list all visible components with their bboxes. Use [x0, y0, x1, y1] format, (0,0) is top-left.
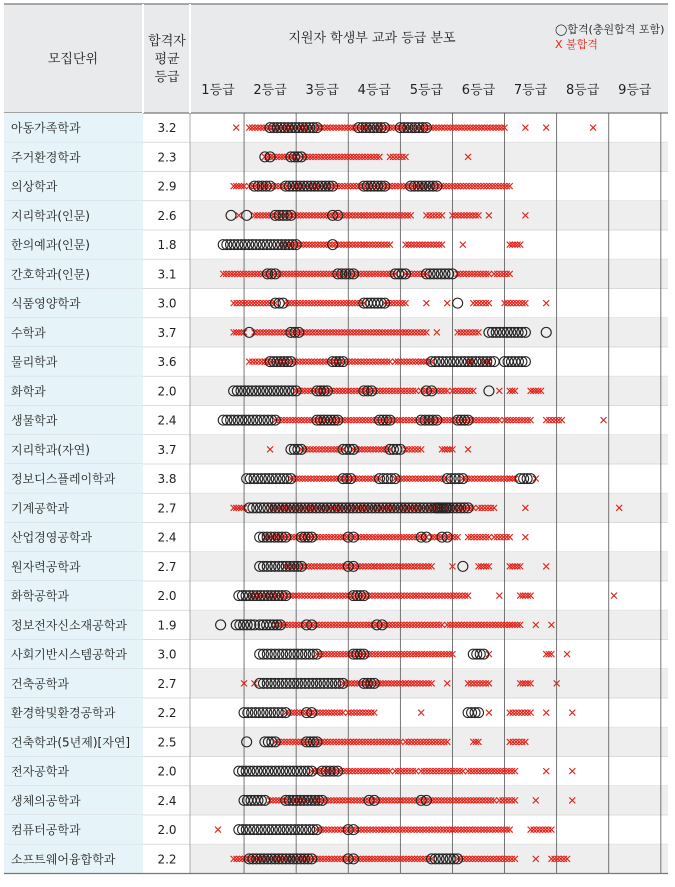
fail-marker — [407, 768, 413, 774]
fail-marker-group — [522, 534, 528, 540]
row-average-grade: 3.8 — [157, 472, 177, 487]
fail-marker — [246, 359, 252, 365]
fail-marker — [528, 827, 534, 833]
fail-marker — [237, 300, 243, 306]
fail-marker — [259, 359, 265, 365]
pass-marker-group — [328, 357, 348, 367]
row-average-grade: 2.7 — [157, 501, 177, 516]
fail-marker — [418, 768, 424, 774]
fail-marker-group — [382, 827, 456, 833]
row-unit-label: 사회기반시스템공학과 — [11, 647, 127, 662]
fail-marker-group — [251, 212, 366, 218]
row-average-grade: 2.0 — [157, 764, 177, 779]
fail-marker — [508, 300, 514, 306]
fail-marker-group — [528, 827, 555, 833]
row-average-grade: 2.9 — [157, 179, 177, 194]
fail-marker-group — [543, 300, 549, 306]
fail-marker-group — [392, 768, 419, 774]
row-unit-label: 건축학과(5년제)[자연] — [11, 735, 131, 750]
fail-marker — [471, 534, 477, 540]
pass-marker-group — [453, 415, 473, 425]
pass-marker-group — [242, 474, 296, 484]
fail-marker — [397, 300, 403, 306]
fail-marker — [240, 300, 246, 306]
x-axis-ticks — [201, 83, 652, 98]
fail-marker — [540, 827, 546, 833]
fail-marker — [391, 300, 397, 306]
fail-marker — [460, 242, 466, 248]
fail-marker — [513, 300, 519, 306]
fail-marker — [534, 827, 540, 833]
fail-marker — [246, 300, 252, 306]
fail-marker — [465, 534, 471, 540]
fail-marker — [507, 534, 513, 540]
pass-marker-group — [239, 708, 291, 718]
pass-marker-group — [255, 649, 322, 659]
fail-marker — [444, 300, 450, 306]
row-average-grade: 2.4 — [157, 413, 177, 428]
fail-marker — [531, 827, 537, 833]
fail-marker — [483, 300, 489, 306]
fail-marker — [266, 300, 272, 306]
x-tick-label: 1등급 — [201, 83, 235, 98]
fail-marker — [543, 125, 549, 131]
fail-marker-group — [272, 417, 429, 423]
fail-marker — [559, 417, 565, 423]
fail-marker — [477, 534, 483, 540]
fail-marker — [497, 534, 503, 540]
fail-marker-group — [345, 710, 377, 716]
fail-marker-group — [507, 242, 523, 248]
fail-marker — [254, 300, 260, 306]
row-unit-label: 원자력공학과 — [11, 559, 81, 574]
fail-marker-group — [502, 417, 534, 423]
row-average-grade: 2.7 — [157, 559, 177, 574]
row-unit-label: 정보전자신소재공학과 — [11, 618, 127, 633]
row-average-grade: 2.6 — [157, 208, 177, 223]
fail-marker — [494, 534, 500, 540]
row-unit-label: 의상학과 — [11, 179, 58, 194]
fail-marker-group — [449, 827, 512, 833]
fail-marker — [522, 534, 528, 540]
fail-marker — [442, 768, 448, 774]
fail-marker — [477, 300, 483, 306]
fail-marker — [516, 300, 522, 306]
pass-marker-group — [234, 825, 322, 835]
header-avg-line-2: 평균 — [154, 52, 180, 67]
chart-rows — [4, 113, 668, 874]
x-tick-label: 6등급 — [461, 83, 496, 98]
fail-marker — [548, 827, 554, 833]
fail-marker-group — [283, 300, 367, 306]
row-unit-label: 지리학과(인문) — [11, 208, 90, 223]
fail-marker-group — [397, 797, 497, 803]
fail-marker-group — [283, 710, 346, 716]
pass-marker-group — [375, 474, 401, 484]
header-avg-line-1: 합격자 — [148, 34, 186, 49]
fail-marker — [256, 359, 262, 365]
row-unit-label: 아동가족학과 — [11, 121, 81, 136]
fail-marker — [436, 768, 442, 774]
pass-marker-group — [463, 708, 483, 718]
row-average-grade: 2.0 — [157, 589, 177, 604]
pass-marker-group — [234, 766, 317, 776]
row-unit-label: 컴퓨터공학과 — [11, 823, 81, 838]
fail-marker — [486, 710, 492, 716]
fail-marker-group — [543, 710, 549, 716]
fail-marker-group — [444, 300, 450, 306]
fail-marker — [433, 768, 439, 774]
fail-marker — [543, 768, 549, 774]
fail-marker-group — [543, 125, 549, 131]
fail-marker-group — [522, 125, 528, 131]
fail-marker — [398, 768, 404, 774]
pass-marker-group — [249, 181, 275, 191]
fail-marker — [486, 534, 492, 540]
row-average-grade: 2.4 — [157, 793, 177, 808]
row-unit-label: 생체의공학과 — [11, 793, 81, 808]
x-tick-label: 7등급 — [513, 83, 548, 98]
row-average-grade: 3.2 — [157, 121, 177, 136]
fail-marker — [439, 768, 445, 774]
row-unit-label: 한의예과(인문) — [11, 238, 90, 253]
fail-marker — [451, 768, 457, 774]
fail-marker — [243, 300, 249, 306]
fail-marker — [234, 300, 240, 306]
fail-marker — [601, 417, 607, 423]
pass-marker-group — [348, 649, 368, 659]
fail-marker — [468, 534, 474, 540]
fail-marker — [473, 300, 479, 306]
fail-marker-group — [470, 300, 492, 306]
fail-marker-group — [569, 768, 575, 774]
fail-marker — [392, 768, 398, 774]
row-average-grade: 2.2 — [157, 706, 177, 721]
row-unit-label: 환경학및환경공학과 — [11, 706, 116, 721]
fail-marker — [522, 710, 528, 716]
fail-marker — [501, 534, 507, 540]
fail-marker-group — [251, 329, 408, 335]
fail-marker — [394, 300, 400, 306]
fail-marker — [542, 827, 548, 833]
fail-marker — [248, 300, 254, 306]
pass-marker-group — [515, 474, 535, 484]
fail-marker-group — [231, 183, 247, 189]
row-unit-label: 소프트웨어융합학과 — [11, 852, 116, 867]
fail-marker — [401, 768, 407, 774]
fail-marker-group — [601, 417, 607, 423]
fail-marker — [510, 710, 516, 716]
fail-marker — [253, 359, 259, 365]
fail-marker-group — [361, 242, 393, 248]
fail-marker-group — [413, 593, 471, 599]
fail-marker — [549, 417, 555, 423]
row-stripe — [190, 318, 668, 347]
fail-marker — [233, 125, 239, 131]
fail-marker — [424, 768, 430, 774]
fail-marker — [522, 300, 528, 306]
pass-marker-group — [218, 415, 280, 425]
fail-marker-group — [455, 183, 513, 189]
fail-marker — [590, 125, 596, 131]
fail-marker — [505, 300, 511, 306]
fail-marker — [421, 768, 427, 774]
row-unit-label: 화학공학과 — [11, 589, 69, 604]
legend-pass-label: ◯합격(충원합격 포함) — [555, 23, 665, 36]
fail-marker — [423, 300, 429, 306]
fail-marker — [474, 534, 480, 540]
fail-marker — [272, 300, 278, 306]
fail-marker — [553, 417, 559, 423]
pass-marker-group — [427, 357, 500, 367]
pass-marker-group — [343, 825, 358, 835]
row-unit-label: 물리학과 — [11, 355, 58, 370]
row-average-grade: 3.0 — [157, 296, 177, 311]
fail-marker-group — [314, 827, 388, 833]
fail-marker — [525, 710, 531, 716]
row-average-grade: 3.7 — [157, 442, 177, 457]
fail-marker-group — [272, 622, 372, 628]
fail-marker — [410, 768, 416, 774]
fail-marker — [543, 710, 549, 716]
fail-marker-group — [288, 476, 383, 482]
fail-marker-group — [543, 417, 565, 423]
fail-marker — [249, 359, 255, 365]
fail-marker — [546, 417, 552, 423]
row-unit-label: 건축공학과 — [11, 676, 69, 691]
fail-marker-group — [507, 476, 518, 482]
fail-marker-group — [371, 563, 434, 569]
fail-marker — [510, 300, 516, 306]
x-tick-label: 9등급 — [618, 83, 652, 98]
row-unit-label: 수학과 — [11, 325, 46, 340]
pass-marker-group — [343, 532, 358, 542]
fail-marker — [418, 710, 424, 716]
fail-marker — [257, 300, 263, 306]
fail-marker-group — [233, 125, 239, 131]
fail-marker-group — [507, 710, 534, 716]
fail-marker-group — [314, 651, 419, 657]
fail-marker — [480, 534, 486, 540]
fail-marker — [513, 710, 519, 716]
fail-marker-group — [491, 534, 513, 540]
row-average-grade: 3.7 — [157, 325, 177, 340]
fail-marker — [413, 768, 419, 774]
fail-marker — [263, 300, 269, 306]
row-unit-label: 간호학과(인문) — [11, 267, 90, 282]
fail-marker — [528, 710, 534, 716]
row-unit-label: 생물학과 — [11, 413, 58, 428]
row-average-grade: 2.7 — [157, 676, 177, 691]
fail-marker-group — [611, 593, 617, 599]
fail-marker-group — [502, 300, 529, 306]
fail-marker — [251, 300, 257, 306]
fail-marker — [516, 710, 522, 716]
fail-marker — [427, 768, 433, 774]
fail-marker — [522, 125, 528, 131]
fail-marker-group — [403, 242, 445, 248]
fail-marker-group — [517, 593, 533, 599]
header-distribution-title: 지원자 학생부 교과 등급 분포 — [288, 31, 456, 46]
row-average-grade: 2.5 — [157, 735, 177, 750]
pass-marker-group — [296, 532, 316, 542]
fail-marker — [569, 768, 575, 774]
fail-marker-group — [361, 534, 430, 540]
fail-marker-group — [413, 651, 455, 657]
fail-marker — [537, 827, 543, 833]
fail-marker-group — [465, 768, 518, 774]
row-average-grade: 1.8 — [157, 238, 177, 253]
fail-marker-group — [465, 534, 492, 540]
x-tick-label: 2등급 — [253, 83, 287, 98]
fail-marker — [519, 300, 525, 306]
fail-marker — [470, 300, 476, 306]
fail-marker-group — [215, 827, 221, 833]
row-unit-label: 전자공학과 — [11, 764, 69, 779]
fail-marker-group — [418, 768, 466, 774]
fail-marker — [215, 827, 221, 833]
fail-marker — [543, 417, 549, 423]
fail-marker-group — [486, 710, 492, 716]
row-average-grade: 3.6 — [157, 355, 177, 370]
fail-marker — [404, 768, 410, 774]
legend-fail-label: X 불합격 — [555, 38, 598, 51]
row-stripe — [190, 142, 668, 171]
fail-marker — [486, 300, 492, 306]
row-stripe — [190, 435, 668, 464]
row-unit-label: 화학과 — [11, 384, 46, 399]
fail-marker — [491, 534, 497, 540]
row-average-grade: 2.0 — [157, 823, 177, 838]
pass-marker-group — [442, 474, 468, 484]
row-average-grade: 2.0 — [157, 384, 177, 399]
fail-marker — [543, 300, 549, 306]
pass-marker-group — [453, 298, 463, 308]
row-unit-label: 식품영양학과 — [11, 296, 81, 311]
fail-marker-group — [569, 710, 575, 716]
fail-marker — [457, 768, 463, 774]
fail-marker — [483, 534, 489, 540]
fail-marker-group — [496, 593, 502, 599]
row-unit-label: 주거환경학과 — [11, 150, 81, 165]
fail-marker — [260, 300, 266, 306]
fail-marker — [611, 593, 617, 599]
x-tick-label: 4등급 — [357, 83, 391, 98]
x-tick-label: 8등급 — [566, 83, 600, 98]
fail-marker-group — [350, 183, 398, 189]
x-tick-label: 3등급 — [305, 83, 339, 98]
header-avg-line-3: 등급 — [154, 70, 180, 85]
row-average-grade: 2.2 — [157, 852, 177, 867]
x-tick-label: 5등급 — [409, 83, 444, 98]
fail-marker — [231, 300, 237, 306]
pass-marker-group — [395, 123, 431, 133]
pass-marker-group — [375, 415, 395, 425]
row-average-grade: 1.9 — [157, 618, 177, 633]
fail-marker — [445, 768, 451, 774]
fail-marker — [430, 768, 436, 774]
pass-marker — [453, 298, 463, 308]
row-unit-label: 정보디스플레이학과 — [11, 472, 116, 487]
fail-marker-group — [543, 651, 554, 657]
header-unit-label: 모집단위 — [47, 52, 99, 67]
row-average-grade: 2.4 — [157, 530, 177, 545]
fail-marker — [507, 710, 513, 716]
row-average-grade: 3.1 — [157, 267, 177, 282]
fail-marker — [564, 651, 570, 657]
pass-marker-group — [348, 591, 368, 601]
fail-marker — [496, 593, 502, 599]
pass-marker-group — [468, 649, 488, 659]
fail-marker — [403, 300, 409, 306]
fail-marker-group — [423, 300, 429, 306]
fail-marker-group — [429, 534, 461, 540]
fail-marker — [454, 768, 460, 774]
fail-marker — [545, 827, 551, 833]
fail-marker-group — [392, 476, 450, 482]
fail-marker — [569, 710, 575, 716]
row-unit-label: 지리학과(자연) — [11, 442, 90, 457]
pass-marker-group — [317, 766, 343, 776]
pass-marker-group — [437, 532, 452, 542]
fail-marker-group — [564, 651, 570, 657]
fail-marker — [388, 300, 394, 306]
fail-marker-group — [590, 125, 596, 131]
fail-marker — [519, 710, 525, 716]
fail-marker — [448, 768, 454, 774]
row-average-grade: 2.3 — [157, 150, 177, 165]
fail-marker-group — [543, 768, 549, 774]
row-unit-label: 기계공학과 — [11, 501, 69, 516]
fail-marker-group — [418, 710, 424, 716]
row-unit-label: 산업경영공학과 — [11, 530, 93, 545]
fail-marker — [460, 768, 466, 774]
row-average-grade: 3.0 — [157, 647, 177, 662]
fail-marker-group — [460, 242, 466, 248]
fail-marker — [480, 300, 486, 306]
